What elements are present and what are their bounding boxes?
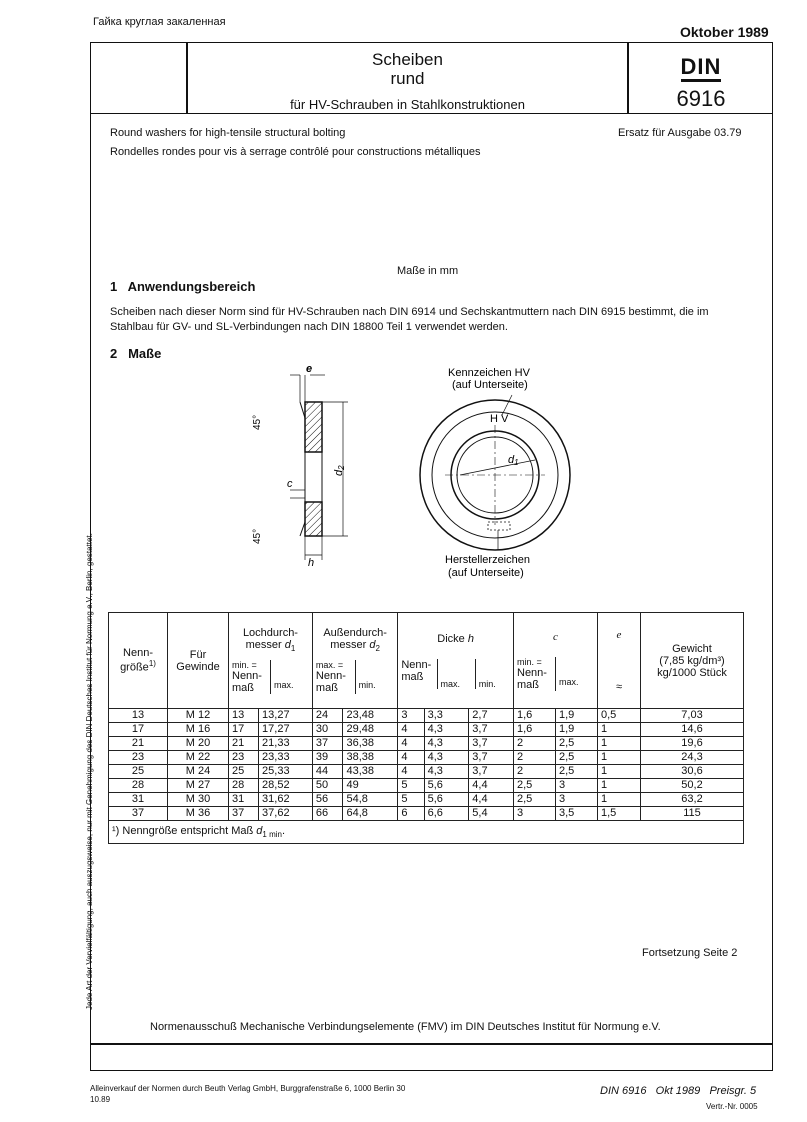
table-cell: 64,8 (343, 807, 398, 821)
dim-h: h (308, 557, 315, 569)
table-cell: 28 (109, 779, 168, 793)
table-cell: 4 (398, 723, 424, 737)
angle-top: 45° (252, 414, 263, 430)
th-gewicht: Gewicht (7,85 kg/dm³) kg/1000 Stück (641, 613, 744, 709)
table-row (109, 793, 744, 807)
table-cell: 7,03 (641, 709, 744, 723)
table-cell: 2,5 (555, 737, 597, 751)
table-cell: 30 (312, 723, 343, 737)
table-cell: 3 (555, 779, 597, 793)
table-cell: 3,7 (469, 737, 514, 751)
table-cell: 13 (109, 709, 168, 723)
table-cell: 3,7 (469, 751, 514, 765)
table-cell: 1,6 (514, 709, 556, 723)
dim-e: e (306, 363, 313, 375)
table-cell: 21 (109, 737, 168, 751)
table-cell: 39 (312, 751, 343, 765)
side-copyright: Jede Art der Vervielfältigung, auch auszugsweise, nur mit Genehmigung des DIN Deutsches Institut für Normung e.V., Berlin, gestattet. (85, 533, 94, 1010)
footer-right: DIN 6916 Okt 1989 Preisgr. 5 (600, 1085, 757, 1097)
table-cell: 1,9 (555, 709, 597, 723)
th-lochdurchmesser: Lochdurch- messer $d_1$ min. = Nenn- maß max. (229, 613, 313, 709)
table-cell: 3,7 (469, 765, 514, 779)
table-cell: M 24 (168, 765, 229, 779)
table-cell: 5 (398, 793, 424, 807)
din-block (629, 54, 773, 112)
angle-bottom: 45° (252, 528, 263, 544)
table-cell: 1,6 (514, 723, 556, 737)
table-cell: 4 (398, 751, 424, 765)
title-block (188, 50, 627, 114)
table-cell: 37 (312, 737, 343, 751)
table-cell: 5,6 (424, 793, 469, 807)
table-cell: 49 (343, 779, 398, 793)
table-cell: 2,5 (514, 793, 556, 807)
section2-number: 2 (110, 346, 118, 361)
table-row (109, 779, 744, 793)
section2-heading (110, 346, 161, 361)
th-gewinde: Für Gewinde (168, 613, 229, 709)
table-cell: 23,48 (343, 709, 398, 723)
table-cell: 3 (555, 793, 597, 807)
maker-mark-line1: Herstellerzeichen (445, 554, 530, 566)
table-cell: 5,4 (469, 807, 514, 821)
table-cell: 4 (398, 737, 424, 751)
table-cell: 25,33 (259, 765, 313, 779)
table-cell: 43,38 (343, 765, 398, 779)
table-cell: 115 (641, 807, 744, 821)
table-cell: 38,38 (343, 751, 398, 765)
th-e: e ≈ (598, 613, 641, 709)
th-c: c min. = Nenn- maß max. (514, 613, 598, 709)
table-header-row (109, 613, 744, 709)
table-cell: 3 (398, 709, 424, 723)
table-cell: 4,4 (469, 793, 514, 807)
table-cell: 1 (598, 765, 641, 779)
table-cell: 63,2 (641, 793, 744, 807)
table-cell: 44 (312, 765, 343, 779)
table-cell: M 22 (168, 751, 229, 765)
subtitle-fr: Rondelles rondes pour vis à serrage contrôlé pour constructions métalliques (110, 146, 481, 158)
table-cell: 2 (514, 737, 556, 751)
replacement-note: Ersatz für Ausgabe 03.79 (618, 127, 742, 139)
footer-vertr: Vertr.-Nr. 0005 (706, 1102, 758, 1111)
title-line1: Scheiben (372, 50, 443, 69)
dim-d2: d2 (333, 465, 346, 476)
dim-d1: d1 (508, 454, 519, 467)
table-cell: 2,7 (469, 709, 514, 723)
table-footnote-row (109, 821, 744, 844)
table-cell: 21 (229, 737, 259, 751)
table-cell: 13 (229, 709, 259, 723)
main-frame (90, 114, 773, 1071)
table-cell: 2 (514, 751, 556, 765)
table-cell: 29,48 (343, 723, 398, 737)
section2-title: Maße (128, 346, 162, 361)
footer-left-line2: 10.89 (90, 1095, 111, 1104)
dim-c: c (287, 478, 293, 490)
table-cell: 5 (398, 779, 424, 793)
table-cell: 4,3 (424, 751, 469, 765)
maker-mark-line2: (auf Unterseite) (448, 567, 524, 579)
table-cell: 37,62 (259, 807, 313, 821)
table-cell: 2,5 (555, 751, 597, 765)
marking-hv-line1: Kennzeichen HV (448, 367, 530, 379)
table-cell: 1 (598, 723, 641, 737)
table-cell: 1 (598, 737, 641, 751)
table-cell: 5,6 (424, 779, 469, 793)
table-cell: M 36 (168, 807, 229, 821)
table-cell: 31,62 (259, 793, 313, 807)
table-cell: 28 (229, 779, 259, 793)
table-row (109, 709, 744, 723)
table-cell: 36,38 (343, 737, 398, 751)
table-cell: 31 (229, 793, 259, 807)
table-cell: 2 (514, 765, 556, 779)
table-cell: 13,27 (259, 709, 313, 723)
table-cell: 3,5 (555, 807, 597, 821)
table-cell: 37 (109, 807, 168, 821)
table-body (109, 709, 744, 821)
footer-left-line1: Alleinverkauf der Normen durch Beuth Verlag GmbH, Burggrafenstraße 6, 1000 Berlin 30 (90, 1084, 406, 1093)
table-cell: 1 (598, 779, 641, 793)
committee-line: Normenausschuß Mechanische Verbindungselemente (FMV) im DIN Deutsches Institut für Normung e.V. (150, 1021, 661, 1033)
th-dicke: Dicke h Nenn- maß max. min. (398, 613, 514, 709)
table-cell: 23 (109, 751, 168, 765)
table-cell: 30,6 (641, 765, 744, 779)
table-cell: 1 (598, 793, 641, 807)
table-row (109, 723, 744, 737)
section1-text-line1: Scheiben nach dieser Norm sind für HV-Schrauben nach DIN 6914 und Sechskantmuttern nach DIN 6915 bestimmt, die im (110, 306, 709, 318)
table-cell: 17 (229, 723, 259, 737)
table-cell: 37 (229, 807, 259, 821)
section1-text (110, 305, 709, 335)
table-cell: 3 (514, 807, 556, 821)
table-footnote: ¹) Nenngröße entspricht Maß $d_{1 min}$. (109, 821, 744, 844)
table-cell: 6,6 (424, 807, 469, 821)
table-cell: 1,5 (598, 807, 641, 821)
table-cell: 24,3 (641, 751, 744, 765)
table-cell: M 20 (168, 737, 229, 751)
table-cell: 4,3 (424, 737, 469, 751)
top-note: Гайка круглая закаленная (93, 16, 226, 28)
units-note: Maße in mm (397, 265, 459, 277)
table-cell: 3,7 (469, 723, 514, 737)
title-line3: für HV-Schrauben in Stahlkonstruktionen (290, 97, 525, 112)
table-cell: 25 (109, 765, 168, 779)
th-nenngroesse: Nenn- größe$^{1)}$ (109, 613, 168, 709)
table-cell: 23,33 (259, 751, 313, 765)
washer-drawing (230, 360, 590, 590)
din-number: 6916 (676, 86, 726, 111)
table-cell: 2,5 (555, 765, 597, 779)
table-row (109, 737, 744, 751)
footer-divider (90, 1043, 773, 1045)
th-aussendurchmesser: Außendurch- messer $d_2$ max. = Nenn- maß min. (312, 613, 397, 709)
table-row (109, 765, 744, 779)
table-cell: 24 (312, 709, 343, 723)
table-cell: 28,52 (259, 779, 313, 793)
table-cell: M 27 (168, 779, 229, 793)
hv-mark: H V (490, 413, 509, 425)
table-cell: 19,6 (641, 737, 744, 751)
subtitle-en: Round washers for high-tensile structural bolting (110, 127, 346, 139)
table-cell: 50 (312, 779, 343, 793)
table-cell: 17,27 (259, 723, 313, 737)
table-cell: 14,6 (641, 723, 744, 737)
table-cell: 54,8 (343, 793, 398, 807)
table-cell: 2,5 (514, 779, 556, 793)
table-cell: 1 (598, 751, 641, 765)
table-cell: 4,3 (424, 723, 469, 737)
table-cell: M 30 (168, 793, 229, 807)
marking-hv-line2: (auf Unterseite) (452, 379, 528, 391)
table-cell: 0,5 (598, 709, 641, 723)
table-cell: 4,4 (469, 779, 514, 793)
table-cell: 23 (229, 751, 259, 765)
table-cell: 50,2 (641, 779, 744, 793)
table-cell: M 16 (168, 723, 229, 737)
section1-number: 1 (110, 279, 118, 294)
table-cell: M 12 (168, 709, 229, 723)
section1-title: Anwendungsbereich (127, 279, 256, 294)
table-cell: 66 (312, 807, 343, 821)
dimensions-table (108, 612, 744, 844)
title-line2: rund (390, 69, 425, 88)
section1-text-line2: Stahlbau für GV- und SL-Verbindungen nach DIN 18800 Teil 1 verwendet werden. (110, 321, 508, 333)
table-row (109, 751, 744, 765)
table-cell: 1,9 (555, 723, 597, 737)
table-cell: 6 (398, 807, 424, 821)
table-cell: 56 (312, 793, 343, 807)
table-cell: 21,33 (259, 737, 313, 751)
table-row (109, 807, 744, 821)
continuation-note: Fortsetzung Seite 2 (642, 947, 738, 959)
table-cell: 4,3 (424, 765, 469, 779)
table-cell: 4 (398, 765, 424, 779)
table-cell: 25 (229, 765, 259, 779)
date-top: Oktober 1989 (680, 24, 769, 40)
din-label: DIN (681, 54, 722, 82)
section1-heading (110, 279, 255, 294)
table-cell: 31 (109, 793, 168, 807)
table-cell: 3,3 (424, 709, 469, 723)
table-cell: 17 (109, 723, 168, 737)
